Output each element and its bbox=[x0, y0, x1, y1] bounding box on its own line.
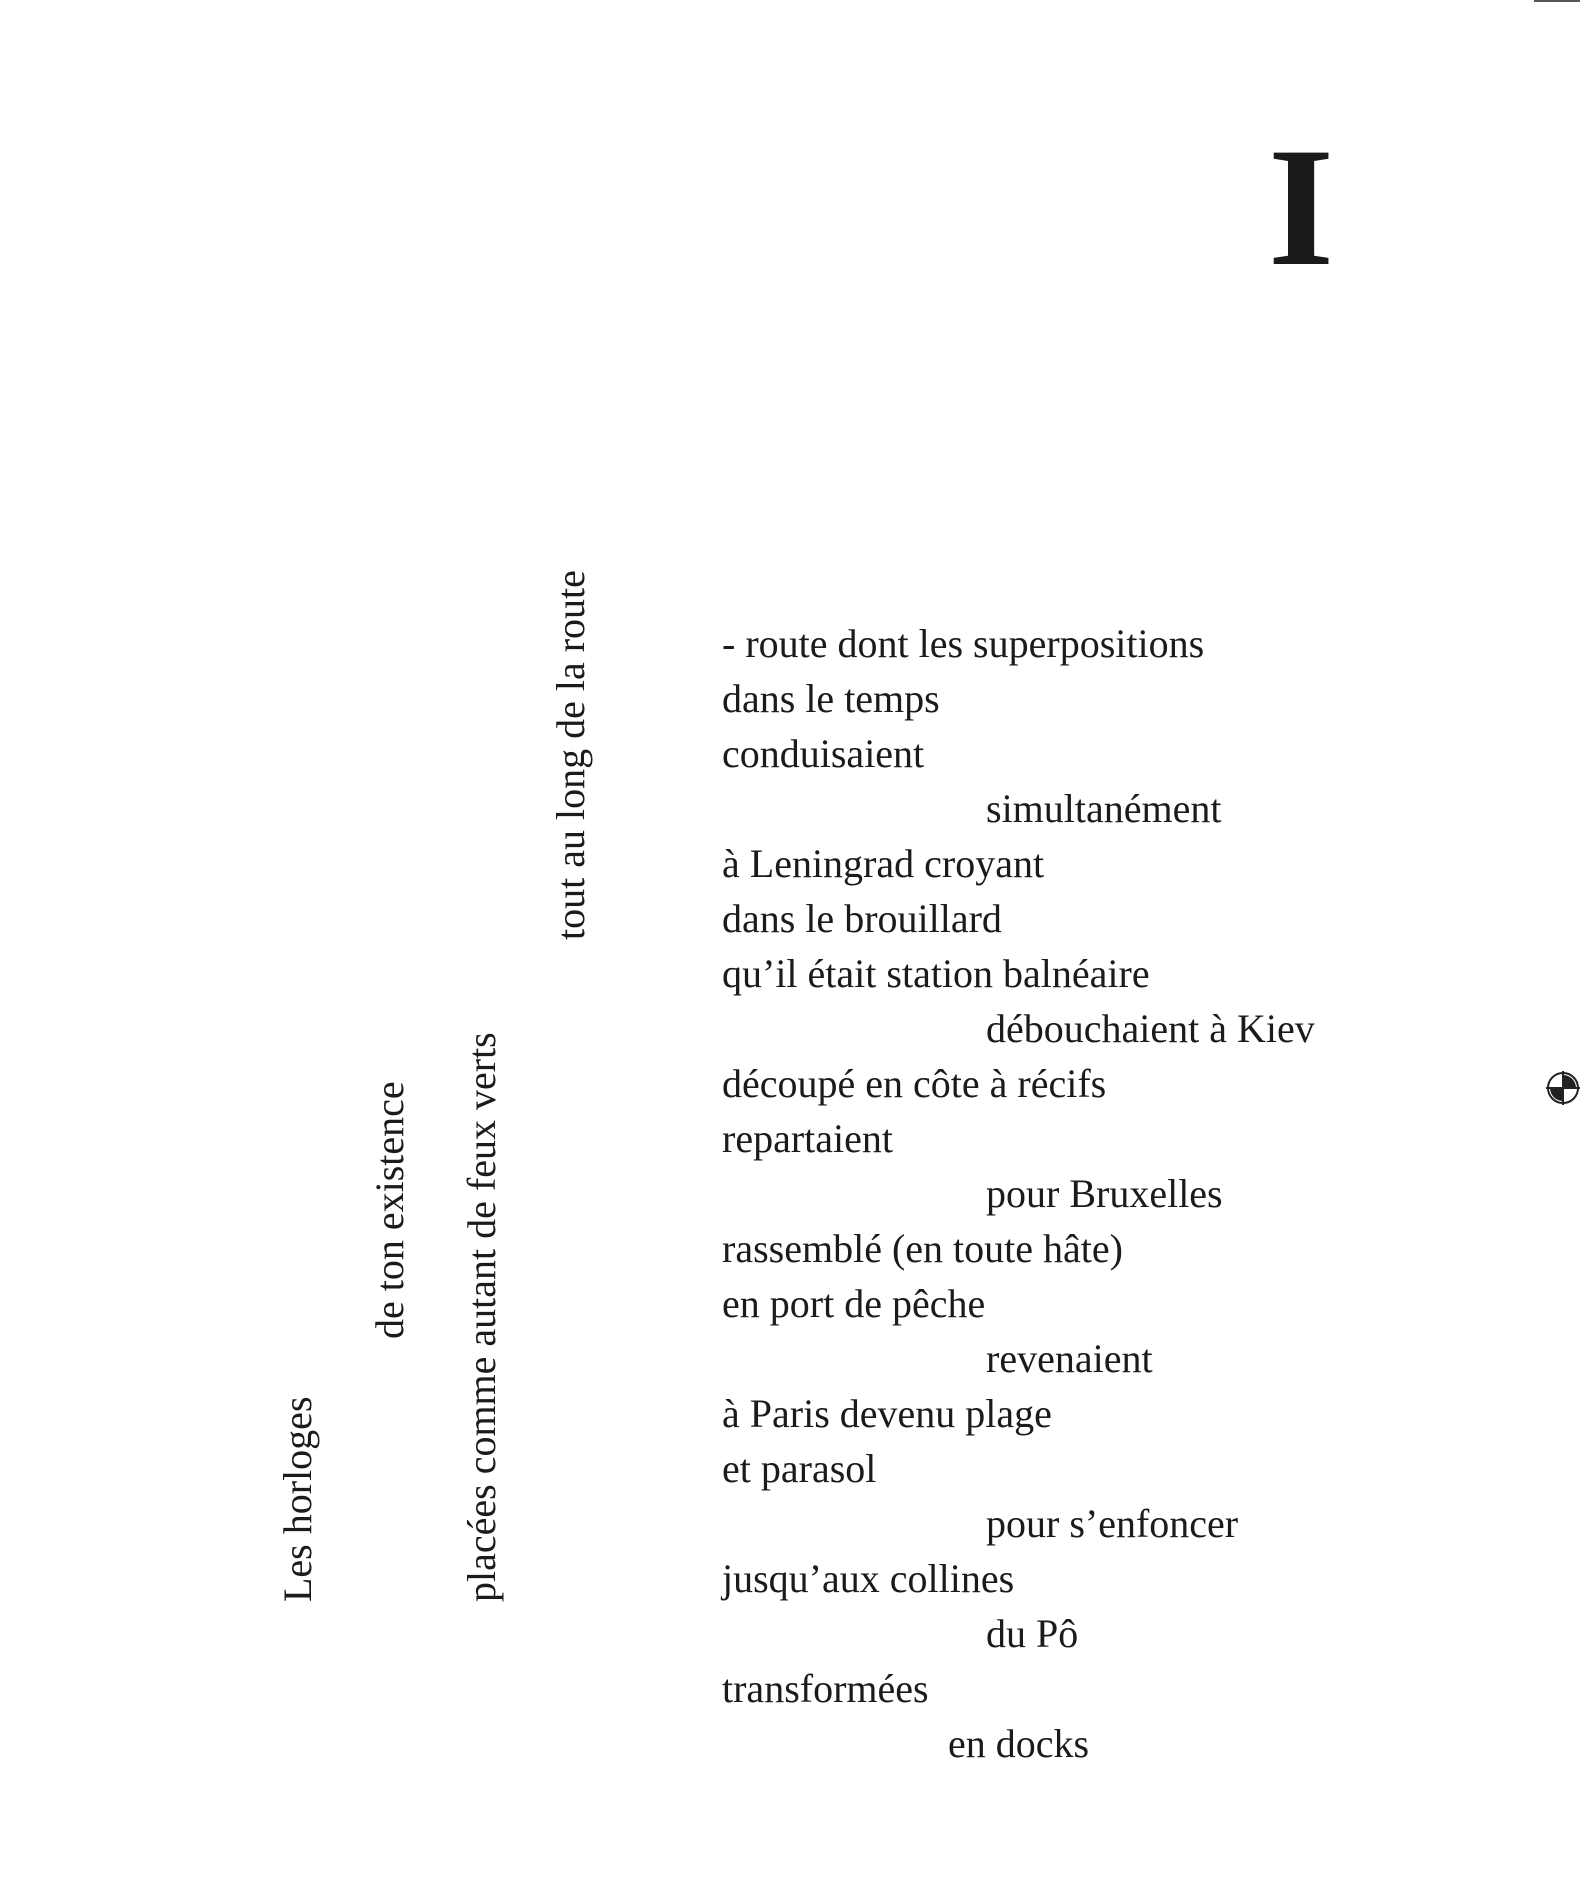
poem-line: simultanément bbox=[986, 786, 1222, 831]
vertical-line-2: de ton existence bbox=[367, 1081, 412, 1339]
poem-line: dans le temps bbox=[722, 676, 940, 721]
vertical-line-1: Les horloges bbox=[275, 1396, 320, 1602]
poem-line: repartaient bbox=[722, 1116, 893, 1161]
poem-line: pour Bruxelles bbox=[986, 1171, 1223, 1216]
poem-line: jusqu’aux collines bbox=[722, 1556, 1015, 1601]
poem-line: conduisaient bbox=[722, 731, 925, 776]
poem-line: découpé en côte à récifs bbox=[722, 1061, 1107, 1106]
poem-line: qu’il était station balnéaire bbox=[722, 951, 1150, 996]
poem-line: rassemblé (en toute hâte) bbox=[722, 1226, 1123, 1271]
poem-line: en docks bbox=[948, 1721, 1090, 1766]
poem-line: pour s’enfoncer bbox=[986, 1501, 1239, 1546]
poem-line: revenaient bbox=[986, 1336, 1153, 1381]
poem-line: en port de pêche bbox=[722, 1281, 986, 1326]
crop-mark bbox=[1534, 0, 1580, 2]
vertical-line-3: placées comme autant de feux verts bbox=[459, 1032, 504, 1602]
poem-line: à Leningrad croyant bbox=[722, 841, 1045, 886]
poem-line: à Paris devenu plage bbox=[722, 1391, 1052, 1436]
poem-line: débouchaient à Kiev bbox=[986, 1006, 1315, 1051]
section-number: I bbox=[1268, 113, 1335, 301]
poem-line: du Pô bbox=[986, 1611, 1079, 1656]
vertical-line-4: tout au long de la route bbox=[548, 570, 593, 940]
registration-mark-icon bbox=[1546, 1071, 1580, 1105]
poem-line: dans le brouillard bbox=[722, 896, 1002, 941]
poem-line: transformées bbox=[722, 1666, 929, 1711]
poem-line: - route dont les superpositions bbox=[722, 621, 1205, 666]
poem-line: et parasol bbox=[722, 1446, 877, 1491]
